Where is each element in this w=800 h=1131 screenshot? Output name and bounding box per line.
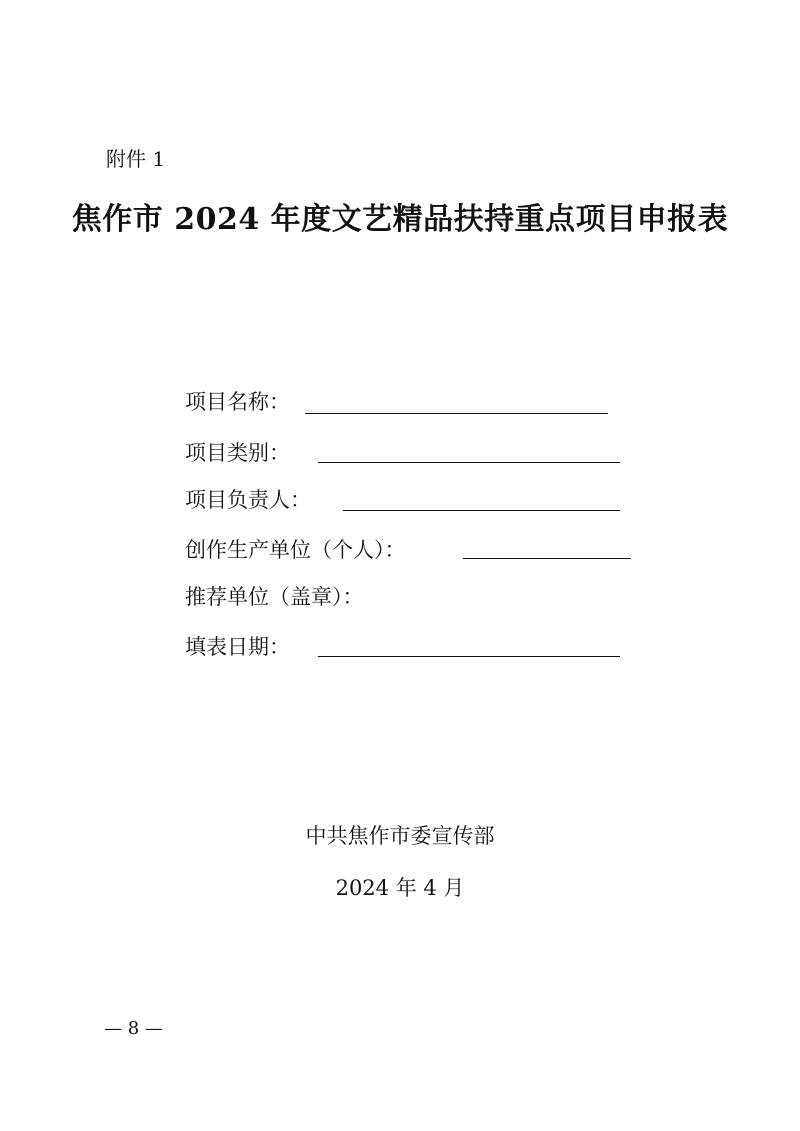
issuing-organization: 中共焦作市委宣传部 <box>305 824 495 848</box>
field-project-name-input[interactable] <box>305 413 608 414</box>
form-title: 焦作市 2024 年度文艺精品扶持重点项目申报表 <box>71 202 729 237</box>
field-project-category-input[interactable] <box>318 462 620 463</box>
field-project-leader-input[interactable] <box>343 510 620 511</box>
field-project-leader-label: 项目负责人： <box>185 488 311 512</box>
field-fill-date-label: 填表日期： <box>185 635 290 659</box>
field-recommending-unit-label: 推荐单位（盖章）： <box>185 585 364 609</box>
page-number: — 8 — <box>104 1018 163 1039</box>
field-fill-date-input[interactable] <box>318 656 620 657</box>
attachment-label: 附件 1 <box>106 147 166 171</box>
field-production-unit-input[interactable] <box>463 558 631 559</box>
field-production-unit-label: 创作生产单位（个人）： <box>185 538 406 562</box>
field-project-category-label: 项目类别： <box>185 441 290 465</box>
issue-date: 2024 年 4 月 <box>335 876 465 900</box>
field-project-name-label: 项目名称： <box>185 390 290 414</box>
